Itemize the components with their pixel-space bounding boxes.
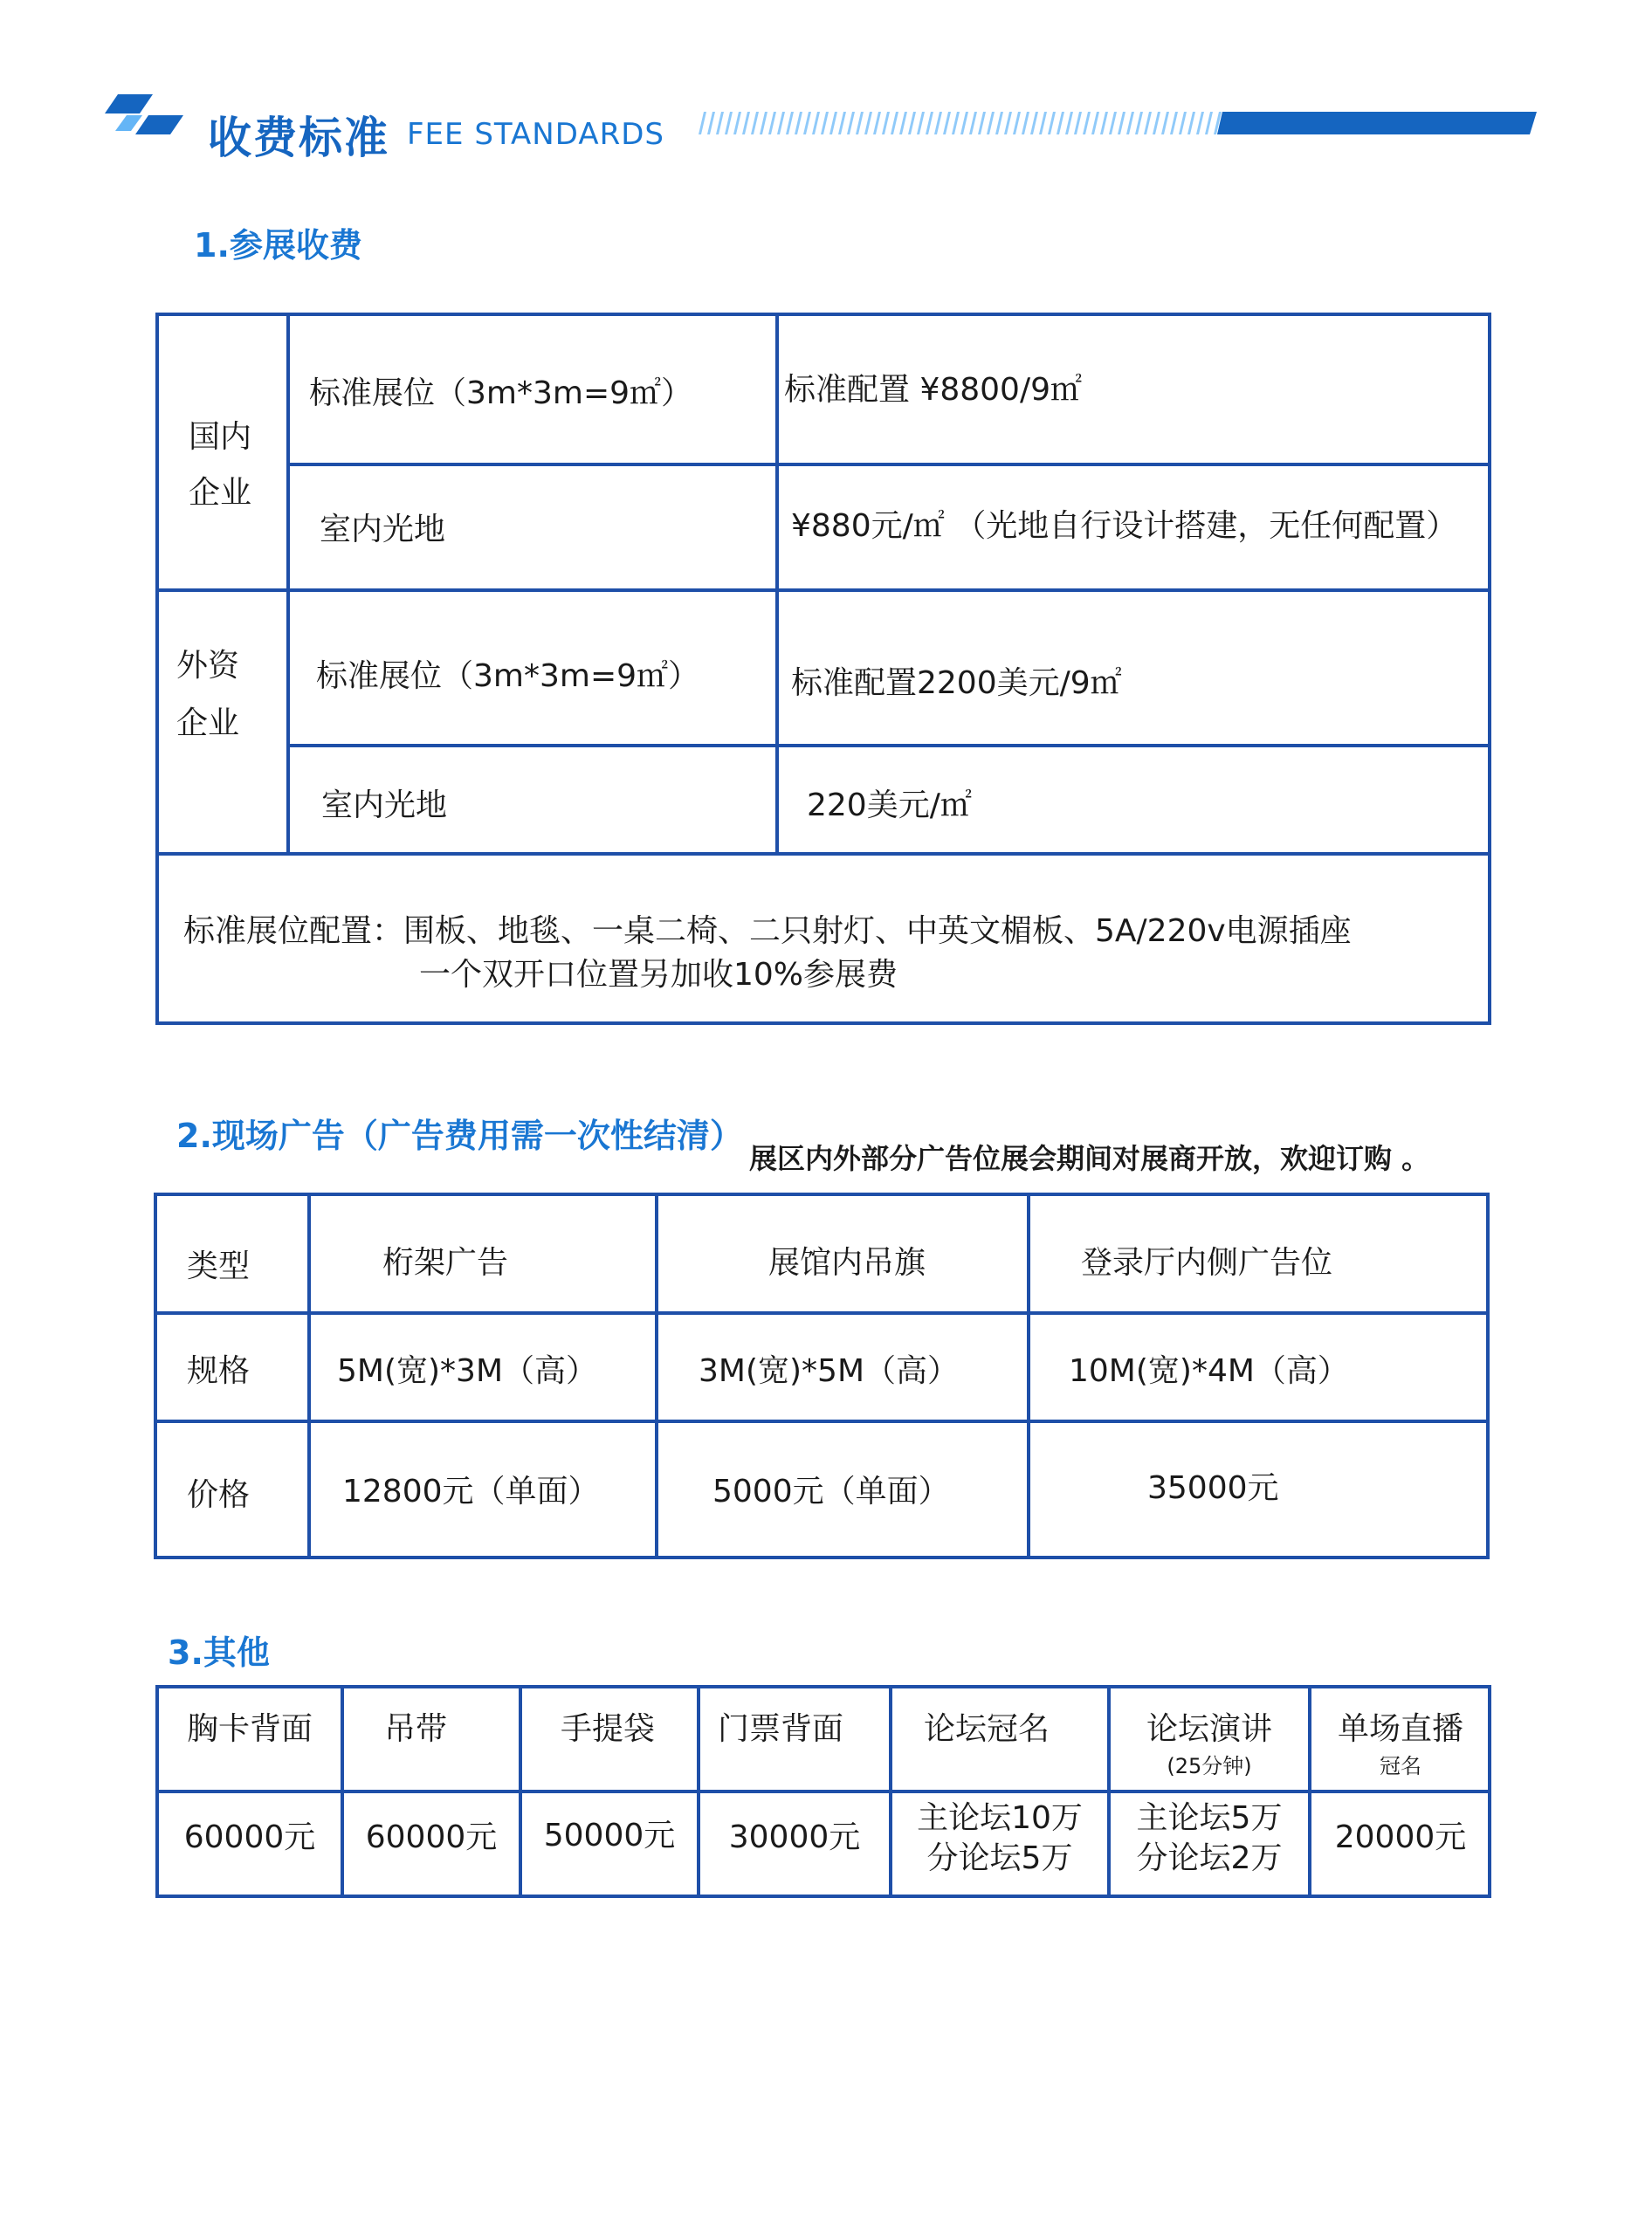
other-price-badge-back: 60000元	[183, 1819, 316, 1855]
other-header-forum-naming: 论坛冠名	[924, 1711, 1050, 1747]
other-header-forum-speech: 论坛演讲	[1146, 1711, 1272, 1747]
ad-price-label: 价格	[187, 1477, 251, 1513]
other-forum-naming-sub: 分论坛5万	[926, 1840, 1073, 1876]
other-forum-naming-main: 主论坛10万	[917, 1800, 1083, 1836]
other-forum-speech-main: 主论坛5万	[1136, 1800, 1283, 1836]
domestic-raw-space: 室内光地	[320, 512, 446, 547]
ad-price-lobby: 35000元	[1147, 1470, 1279, 1506]
foreign-standard-booth: 标准展位（3m*3m=9㎡）	[316, 658, 700, 694]
double-open-note: 一个双开口位置另加收10%参展费	[419, 957, 898, 993]
page-subtitle: FEE STANDARDS	[407, 117, 664, 152]
ad-spec-label: 规格	[187, 1353, 251, 1389]
section3-title: 3.其他	[168, 1633, 270, 1672]
foreign-raw-price: 220美元/㎡	[807, 787, 972, 823]
header-stripe-decoration	[699, 112, 1537, 134]
ad-header-type: 类型	[187, 1248, 251, 1284]
page-title: 收费标准	[208, 113, 389, 163]
other-header-badge-back: 胸卡背面	[186, 1711, 313, 1747]
foreign-label-line1: 外资	[176, 648, 240, 684]
ad-header-truss: 桁架广告	[382, 1245, 509, 1281]
section2-title: 2.现场广告（广告费用需一次性结清）	[176, 1117, 743, 1155]
domestic-raw-price: ¥880元/㎡ （光地自行设计搭建，无任何配置）	[791, 508, 1458, 544]
domestic-standard-booth: 标准展位（3m*3m=9㎡）	[309, 375, 693, 411]
ad-header-lobby: 登录厅内侧广告位	[1081, 1245, 1333, 1281]
ad-spec-lobby: 10M(宽)*4M（高）	[1069, 1353, 1349, 1389]
ad-price-truss: 12800元（单面）	[342, 1474, 600, 1509]
other-header-ticket-back: 门票背面	[718, 1711, 844, 1747]
other-header-handbag: 手提袋	[561, 1711, 656, 1747]
domestic-label-line2: 企业	[189, 475, 252, 511]
other-price-live: 20000元	[1334, 1819, 1467, 1855]
other-price-handbag: 50000元	[543, 1818, 676, 1853]
other-header-live-sub: 冠名	[1380, 1754, 1421, 1778]
other-price-lanyard: 60000元	[365, 1819, 498, 1855]
domestic-standard-price: 标准配置 ¥8800/9㎡	[784, 372, 1082, 408]
ad-price-hanging-flag: 5000元（单面）	[712, 1474, 950, 1509]
other-header-live: 单场直播	[1337, 1711, 1463, 1747]
other-forum-speech-sub: 分论坛2万	[1136, 1840, 1283, 1876]
other-price-ticket-back: 30000元	[728, 1819, 861, 1855]
section1-title: 1.参展收费	[194, 226, 362, 265]
ad-spec-hanging-flag: 3M(宽)*5M（高）	[699, 1353, 960, 1389]
domestic-label-line1: 国内	[189, 419, 252, 455]
booth-config-note: 标准展位配置：围板、地毯、一桌二椅、二只射灯、中英文楣板、5A/220v电源插座	[183, 913, 1352, 949]
section2-note: 展区内外部分广告位展会期间对展商开放，欢迎订购 。	[749, 1142, 1430, 1175]
other-header-lanyard: 吊带	[384, 1711, 448, 1747]
other-header-forum-speech-duration: (25分钟)	[1167, 1754, 1252, 1778]
ad-spec-truss: 5M(宽)*3M（高）	[337, 1353, 598, 1389]
ad-header-hanging-flag: 展馆内吊旗	[768, 1245, 926, 1281]
foreign-raw-space: 室内光地	[321, 787, 448, 823]
brand-logo-icon	[100, 94, 188, 147]
foreign-label-line2: 企业	[176, 705, 240, 741]
foreign-standard-price: 标准配置2200美元/9㎡	[791, 665, 1122, 701]
